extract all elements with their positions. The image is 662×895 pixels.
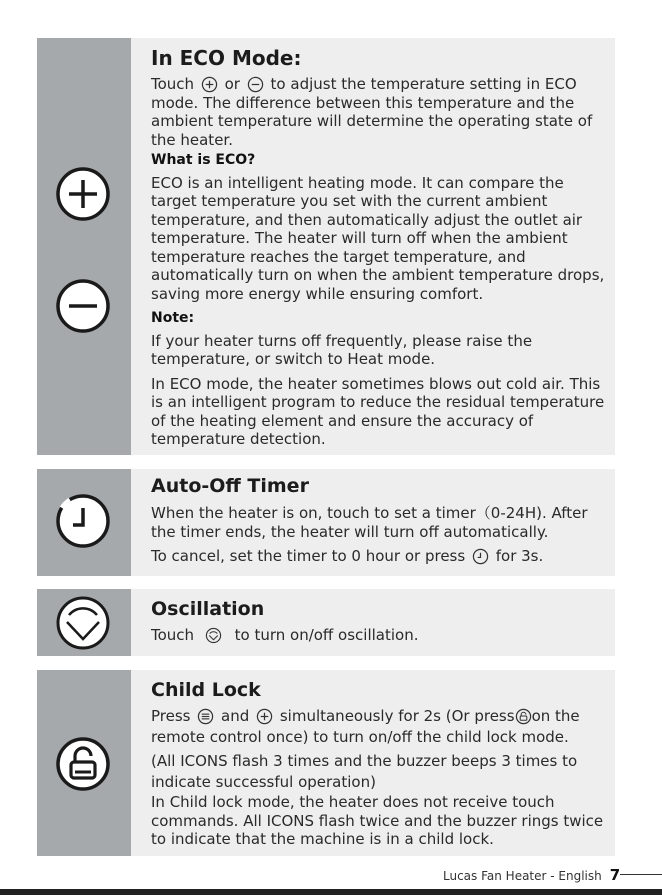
plus-icon-inline-lock — [256, 708, 273, 725]
eco-intro — [151, 75, 607, 149]
oscillation-icon — [53, 593, 113, 653]
eco-icon-column — [37, 38, 131, 455]
eco-intro-or: or — [224, 75, 240, 93]
footer-rule — [620, 874, 662, 875]
oscillation-title: Oscillation — [151, 598, 265, 620]
bottom-edge — [0, 889, 662, 895]
oscillation-body-a: Touch — [151, 626, 195, 644]
timer-title: Auto-Off Timer — [151, 475, 309, 497]
eco-note-heading: Note: — [151, 310, 195, 326]
child-lock-body-1 — [151, 706, 607, 748]
minus-icon-inline — [247, 76, 264, 93]
child-lock-icon-column — [37, 670, 131, 856]
child-lock-body-2: (All ICONS flash 3 times and the buzzer beeps 3 times to indicate successful operation) — [151, 752, 578, 791]
timer-body-1: When the heater is on, touch to set a timer（0-24H). After the timer ends, the heater will turn off automatically. — [151, 504, 588, 541]
page-footer — [443, 866, 620, 884]
eco-note-2: In ECO mode, the heater sometimes blows out cold air. This is an intelligent program to reduce the residual temperature of the heating element and ensure the accuracy of temperature detection. — [151, 374, 605, 448]
oscillation-icon-column — [37, 589, 131, 656]
oscillation-body-b: to turn on/off oscillation. — [234, 626, 419, 644]
eco-intro-b: to adjust the temperature setting in ECO mode. The difference between this temperature and the ambient temperature will determine the operating state of the heater. — [151, 75, 593, 149]
plus-icon — [53, 164, 113, 224]
child-lock-title: Child Lock — [151, 679, 261, 701]
page-number: 7 — [609, 866, 621, 884]
child-lock-body-1a: Press — [151, 707, 191, 725]
footer-label: Lucas Fan Heater - English — [443, 869, 602, 883]
timer-body-2 — [151, 547, 607, 566]
timer-icon — [53, 491, 113, 551]
child-lock-section — [37, 670, 615, 856]
oscillation-body — [151, 626, 607, 645]
eco-title: In ECO Mode: — [151, 46, 302, 70]
eco-what-heading: What is ECO? — [151, 152, 256, 168]
eco-text — [131, 38, 615, 455]
oscillation-text — [131, 589, 615, 656]
timer-body-2b: for 3s. — [495, 547, 544, 565]
menu-icon-inline — [197, 708, 214, 725]
eco-what-body: ECO is an intelligent heating mode. It can compare the target temperature you set with the current ambient temperature, and then automatically adjust the outlet air temperature. The heater will turn off when the ambient temperature reaches the target temperature, and automatically turn on when the ambient temperature drops, saving more energy while ensuring comfort. — [151, 173, 605, 303]
oscillation-icon-inline — [205, 627, 222, 644]
eco-note-1: If your heater turns off frequently, please raise the temperature, or switch to Heat mode. — [151, 331, 533, 368]
child-lock-body-3: In Child lock mode, the heater does not receive touch commands. All ICONS flash twice and the buzzer rings twice to indicate that the machine is in a child lock. — [151, 793, 604, 848]
child-lock-body-1d: on the remote control once) to turn on/off the child lock mode. — [151, 707, 580, 746]
timer-section — [37, 469, 615, 576]
timer-text — [131, 469, 615, 576]
plus-icon-inline — [201, 76, 218, 93]
timer-icon-column — [37, 469, 131, 576]
eco-intro-a: Touch — [151, 75, 195, 93]
timer-icon-inline — [472, 548, 489, 565]
minus-icon — [53, 276, 113, 336]
timer-body-2a: To cancel, set the timer to 0 hour or press — [151, 547, 466, 565]
child-lock-body-1b: and — [221, 707, 250, 725]
eco-section — [37, 38, 615, 455]
child-lock-text — [131, 670, 615, 856]
lock-icon-inline — [515, 708, 532, 725]
lock-icon — [53, 734, 113, 794]
child-lock-body-1c: simultaneously for 2s (Or press — [279, 707, 515, 725]
oscillation-section — [37, 589, 615, 656]
